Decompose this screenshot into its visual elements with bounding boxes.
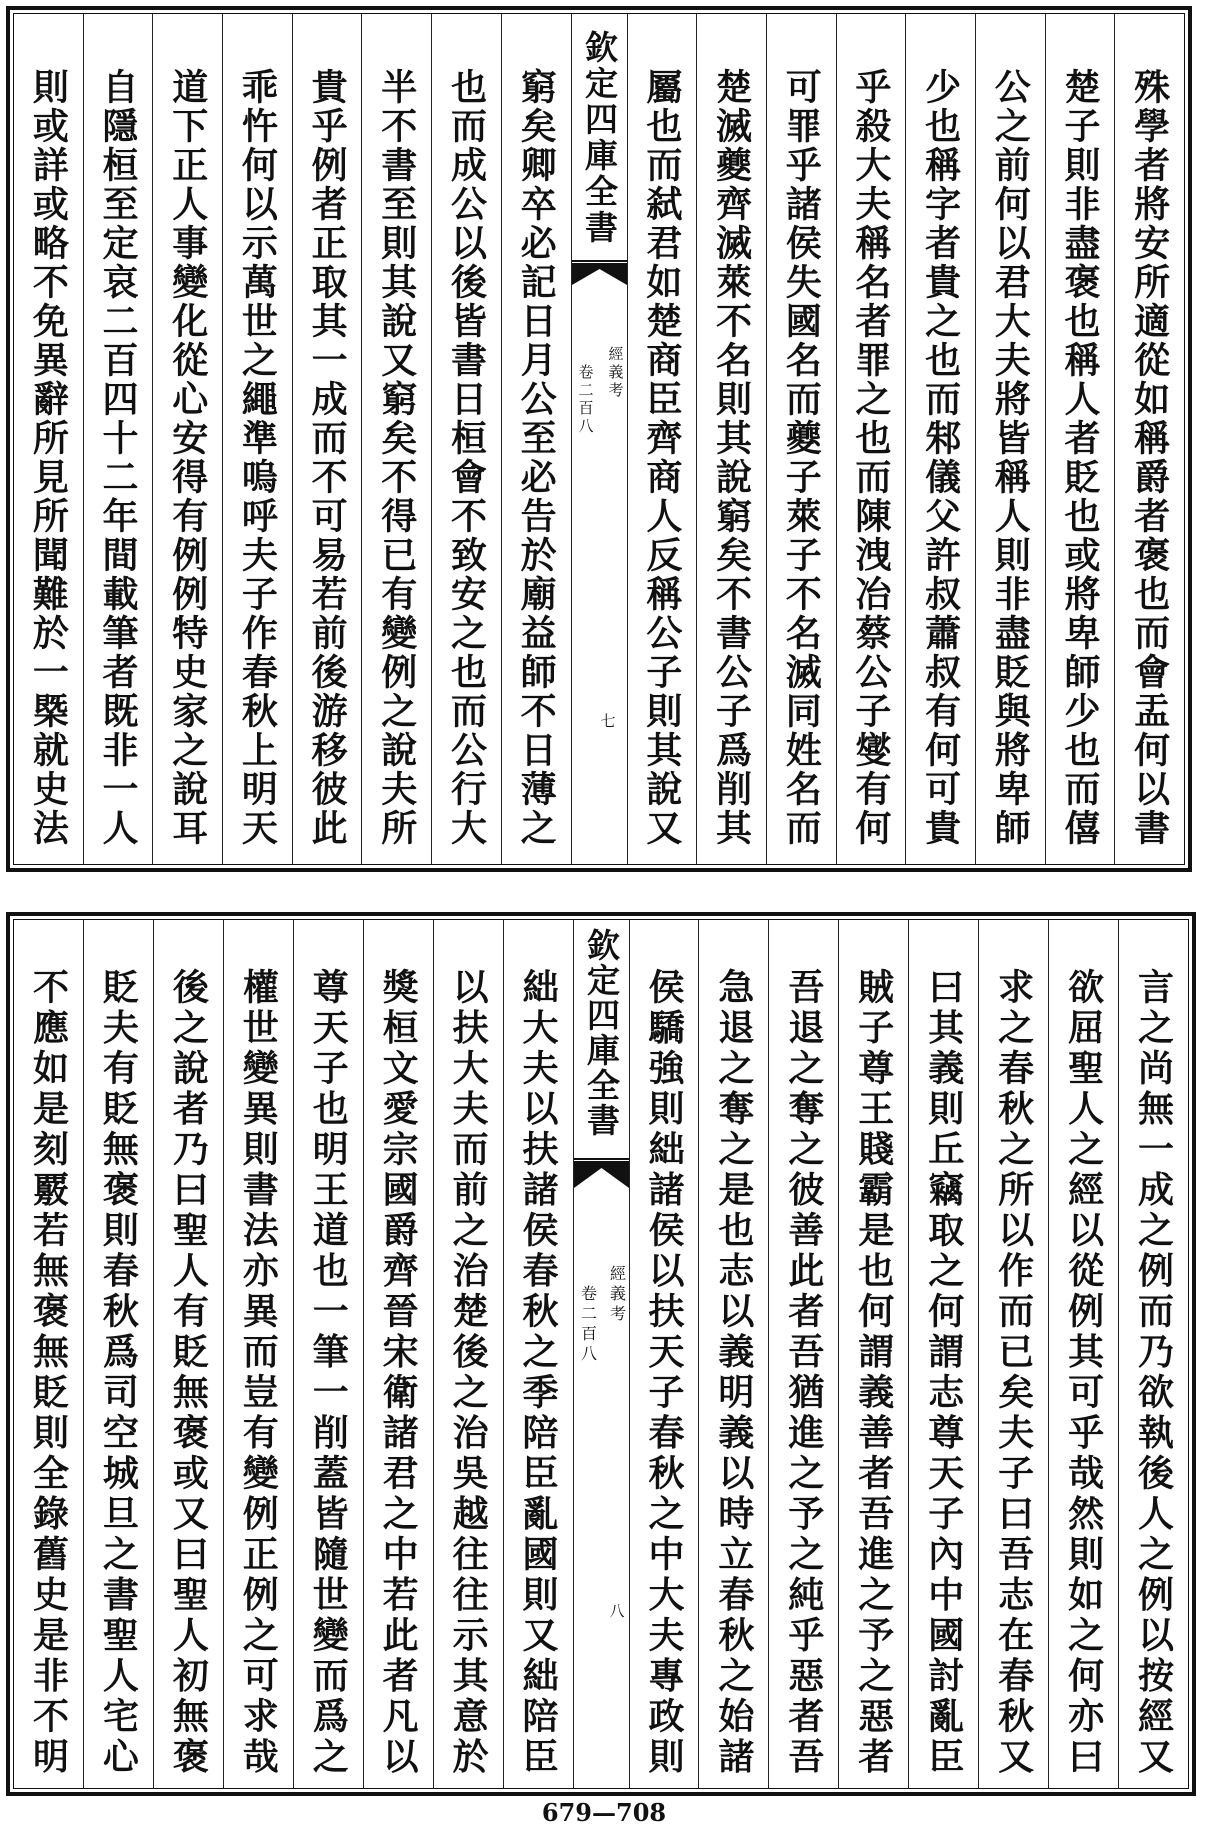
text-column — [766, 14, 836, 864]
page-inner-border — [13, 13, 1185, 865]
column-text: 尊天子也明王道也一筆一削蓋皆隨世變而爲之 — [307, 968, 350, 1778]
column-text: 可罪乎諸侯失國名而夔子萊子不名滅同姓名而 — [780, 68, 823, 848]
text-column — [363, 920, 433, 1788]
column-text: 絀大夫以扶諸侯春秋之季陪臣亂國則又絀陪臣 — [517, 968, 560, 1778]
text-column — [83, 14, 153, 864]
fish-tail-icon — [574, 1158, 629, 1192]
text-column — [838, 920, 908, 1788]
text-column — [975, 14, 1045, 864]
text-column — [768, 920, 838, 1788]
column-text: 欲屈聖人之經以從例其可乎哉然則如之何亦曰 — [1062, 968, 1105, 1778]
column-text: 乎殺大夫稱名者罪之也而陳洩冶蔡公子燮有何 — [849, 68, 892, 848]
text-column — [1048, 920, 1118, 1788]
column-text: 道下正人事變化從心安得有例例特史家之說耳 — [166, 68, 209, 848]
column-text: 以扶大夫而前之治楚後之治吳越往往示其意於 — [447, 968, 490, 1778]
text-column — [223, 920, 293, 1788]
column-text: 少也稱字者貴之也而邾儀父許叔蕭叔有何可貴 — [919, 68, 962, 848]
banxin-chapter: 卷二百八 — [576, 364, 595, 436]
column-text: 窮矣卿卒必記日月公至必告於廟益師不日薄之 — [515, 68, 558, 848]
text-column — [503, 920, 573, 1788]
text-column — [627, 14, 697, 864]
column-text: 楚滅夔齊滅萊不名則其說窮矣不書公子爲削其 — [710, 68, 753, 848]
column-text: 吾退之奪之彼善此者吾猶進之予之純乎惡者吾 — [782, 968, 825, 1778]
text-column — [978, 920, 1048, 1788]
column-text: 獎桓文愛宗國爵齊晉宋衛諸君之中若此者凡以 — [377, 968, 420, 1778]
banxin-title: 欽定四庫全書 — [580, 30, 619, 246]
banxin-title: 欽定四庫全書 — [582, 928, 621, 1138]
column-text: 貴乎例者正取其一成而不可易若前後游移彼此 — [306, 68, 349, 848]
folio-number: 八 — [609, 1602, 625, 1620]
text-column — [14, 14, 83, 864]
text-column — [501, 14, 571, 864]
text-column — [629, 920, 699, 1788]
text-column — [1118, 920, 1188, 1788]
text-column — [836, 14, 906, 864]
banxin-book-title: 經義考 — [606, 346, 625, 400]
column-text: 不應如是刻覈若無褒無貶則全錄舊史是非不明 — [27, 968, 70, 1778]
column-text: 自隱桓至定哀二百四十二年間載筆者既非一人 — [97, 68, 140, 848]
column-text: 乖忤何以示萬世之繩準嗚呼夫子作春秋上明天 — [236, 68, 279, 848]
column-text: 權世變異則書法亦異而豈有變例正例之可求哉 — [237, 968, 280, 1778]
text-column — [1114, 14, 1184, 864]
text-column — [361, 14, 431, 864]
bottom-page-frame — [6, 912, 1196, 1796]
column-text: 侯驕強則絀諸侯以扶天子春秋之中大夫專政則 — [642, 968, 685, 1778]
text-column — [433, 920, 503, 1788]
text-column — [222, 14, 292, 864]
text-column — [696, 14, 766, 864]
text-column — [153, 920, 223, 1788]
text-column — [14, 920, 83, 1788]
text-column — [152, 14, 222, 864]
column-text: 求之春秋之所以作而已矣夫子曰吾志在春秋又 — [992, 968, 1035, 1778]
text-column — [293, 920, 363, 1788]
column-text: 賊子尊王賤霸是也何謂義善者吾進之予之惡者 — [852, 968, 895, 1778]
text-column — [908, 920, 978, 1788]
column-text: 言之尚無一成之例而乃欲執後人之例以按經又 — [1132, 968, 1175, 1778]
top-page-frame — [6, 6, 1192, 872]
text-column — [83, 920, 153, 1788]
text-column — [431, 14, 501, 864]
center-fold-margin — [571, 14, 627, 864]
fish-tail-icon — [572, 260, 627, 288]
column-text: 曰其義則丘竊取之何謂志尊天子內中國討亂臣 — [922, 968, 965, 1778]
folio-number: 七 — [600, 712, 616, 730]
page-inner-border — [13, 919, 1189, 1789]
text-column — [292, 14, 362, 864]
column-text: 楚子則非盡褒也稱人者貶也或將卑師少也而僖 — [1058, 68, 1101, 848]
column-text: 急退之奪之是也志以義明義以時立春秋之始諸 — [712, 968, 755, 1778]
column-text: 則或詳或略不免異辭所見所聞難於一槩就史法 — [27, 68, 70, 848]
column-text: 半不書至則其說又窮矣不得已有變例之說夫所 — [375, 68, 418, 848]
text-column — [1045, 14, 1115, 864]
column-text: 後之說者乃曰聖人有貶無褒或又曰聖人初無褒 — [167, 968, 210, 1778]
page-number: 679—708 — [541, 1798, 667, 1827]
column-text: 貶夫有貶無褒則春秋爲司空城旦之書聖人宅心 — [97, 968, 140, 1778]
center-fold-margin — [573, 920, 629, 1788]
banxin-book-title: 經義考 — [607, 1265, 627, 1325]
column-text: 屬也而弑君如楚商臣齊商人反稱公子則其說又 — [640, 68, 683, 848]
text-column — [905, 14, 975, 864]
column-text: 殊學者將安所適從如稱爵者褒也而會盂何以書 — [1128, 68, 1171, 848]
column-text: 公之前何以君大夫將皆稱人則非盡貶與將卑師 — [989, 68, 1032, 848]
banxin-chapter: 卷二百八 — [578, 1285, 598, 1365]
text-column — [698, 920, 768, 1788]
column-text: 也而成公以後皆書日桓會不致安之也而公行大 — [445, 68, 488, 848]
